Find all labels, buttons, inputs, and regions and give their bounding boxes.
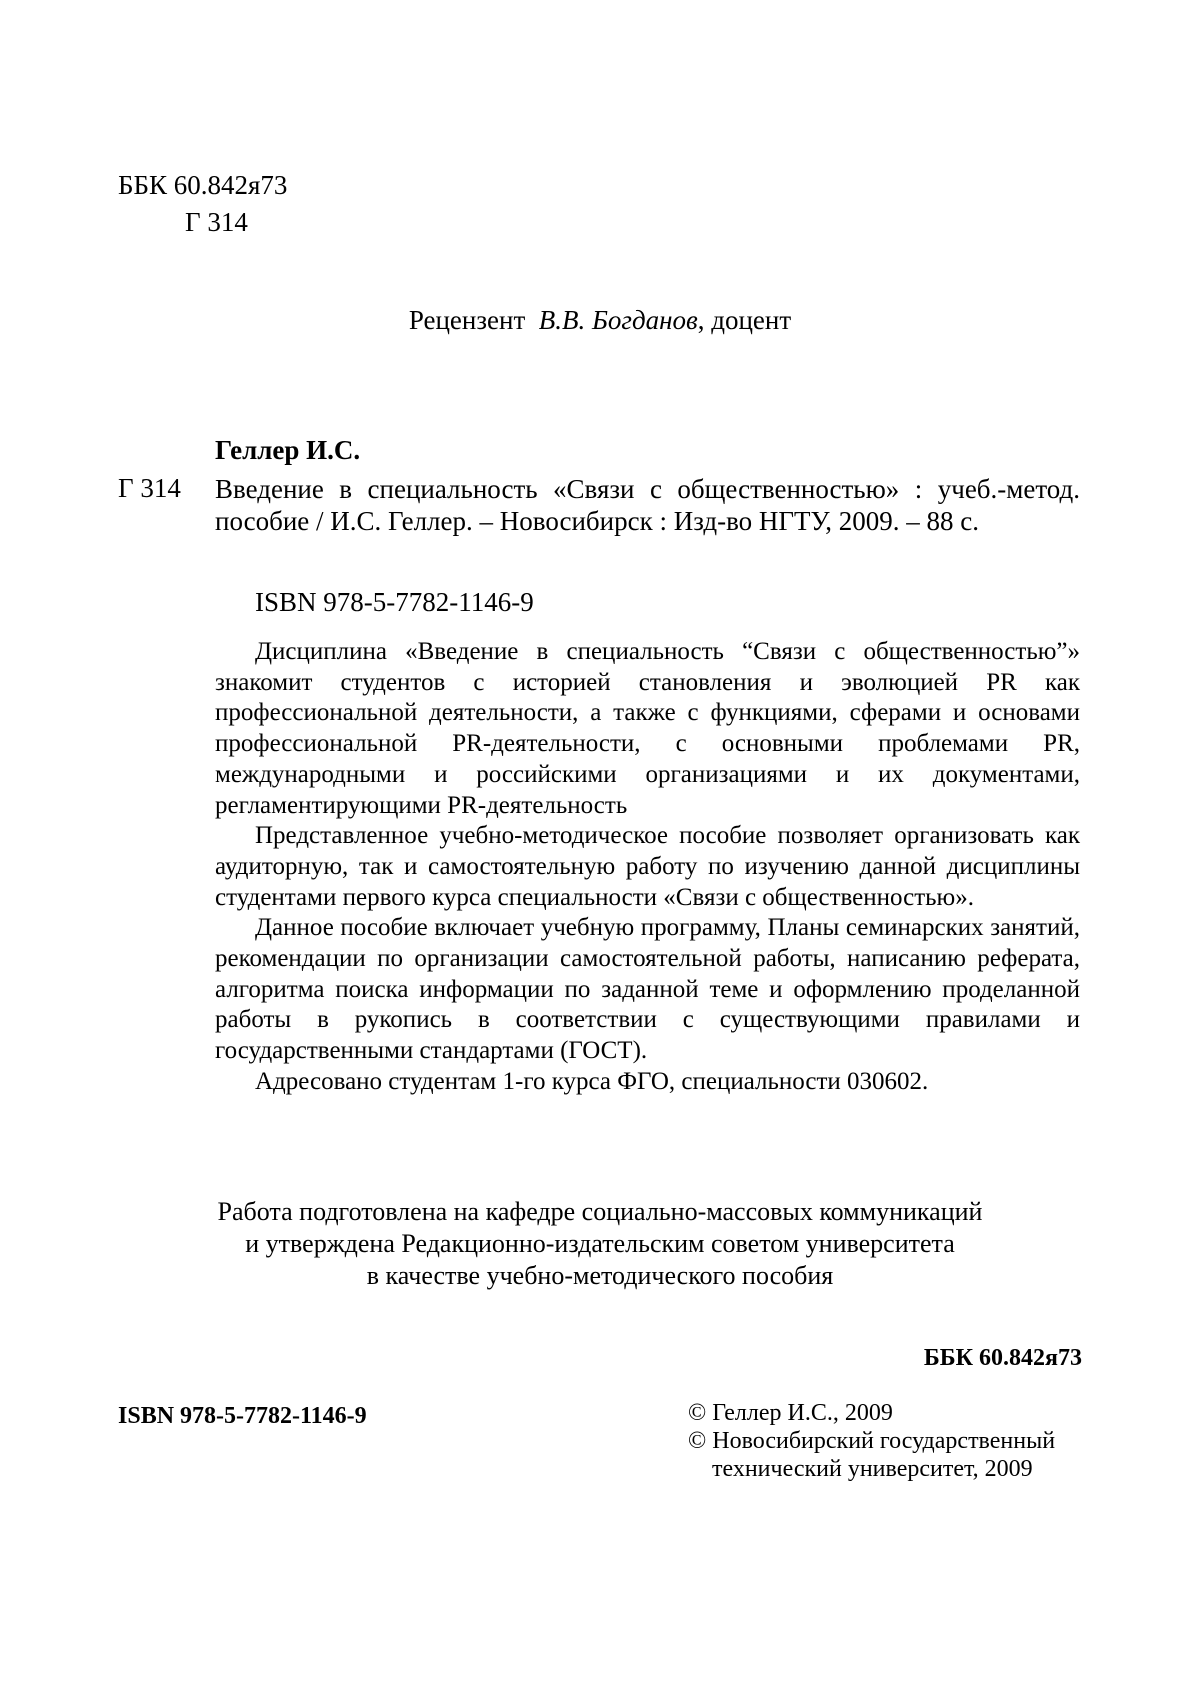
reviewer-line	[0, 305, 1200, 336]
author-mark: Г 314	[185, 207, 248, 237]
copyright-author: © Геллер И.С., 2009	[688, 1400, 893, 1426]
reviewer-title: , доцент	[697, 305, 792, 335]
bbk-bottom: ББК 60.842я73	[923, 1345, 1082, 1371]
citation-text: Введение в специальность «Связи с общественностью» : учеб.-метод. пособие / И.С. Геллер. – Новосибирск : Изд-во НГТУ, 2009. – 88 с.	[215, 474, 1080, 536]
approval-line: и утверждена Редакционно-издательским советом университета	[245, 1229, 955, 1258]
reviewer-name: В.В. Богданов	[538, 305, 698, 335]
isbn-line: ISBN 978-5-7782-1146-9	[255, 587, 534, 617]
abstract-paragraph: Дисциплина «Введение в специальность “Связи с общественностью”» знакомит студентов с историей становления и эволюцией PR как профессиональной деятельности, а также с функциями, сферами и основами профессиональной PR-деятельности, с основными проблемами PR, международными и российскими организациями и их документами, регламентирующими PR-деятельность	[215, 638, 1080, 819]
copyright-block	[688, 1399, 1055, 1483]
approval-note	[0, 1196, 1200, 1292]
copyright-publisher: © Новосибирский государственный	[688, 1428, 1056, 1454]
citation-code: Г 314	[118, 473, 181, 503]
copyright-publisher-cont: технический университет, 2009	[712, 1456, 1033, 1482]
abstract-paragraph: Представленное учебно-методическое пособие позволяет организовать как аудиторную, так и самостоятельную работу по изучению данной дисциплины студентами первого курса специальности «Связи с общественностью».	[215, 822, 1080, 911]
abstract-paragraph: Адресовано студентам 1-го курса ФГО, специальности 030602.	[255, 1067, 929, 1095]
author-heading: Геллер И.С.	[215, 435, 361, 465]
abstract-paragraph: Данное пособие включает учебную программу, Планы семинарских занятий, рекомендации по организации самостоятельной работы, написанию реферата, алгоритма поиска информации по заданной теме и оформлению проделанной работы в рукопись в соответствии с существующими правилами и государственными стандартами (ГОСТ).	[215, 914, 1080, 1065]
approval-line: в качестве учебно-методического пособия	[366, 1261, 834, 1290]
approval-line: Работа подготовлена на кафедре социально-массовых коммуникаций	[217, 1197, 983, 1226]
reviewer-label: Рецензент	[408, 305, 526, 335]
bbk-index: ББК 60.842я73	[118, 170, 288, 200]
isbn-bottom: ISBN 978-5-7782-1146-9	[118, 1403, 367, 1429]
abstract	[215, 637, 1080, 1098]
